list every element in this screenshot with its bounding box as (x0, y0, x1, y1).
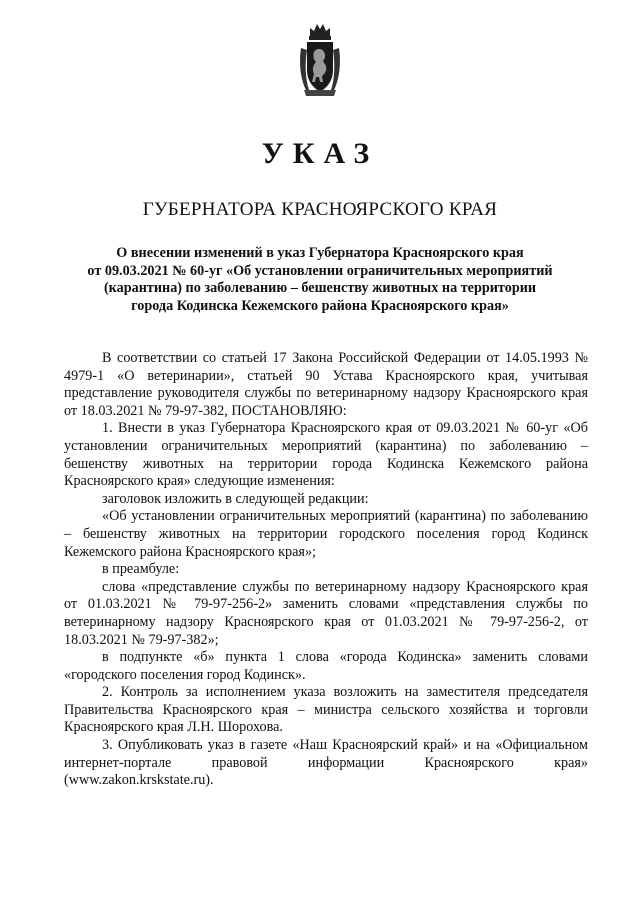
body-paragraph: В соответствии со статьей 17 Закона Российской Федерации от 14.05.1993 № 4979-1 «О ветеринарии», статьей 90 Устава Красноярского края, учитывая представление руководителя службы по ветеринарному надзору Красноярского края от 18.03.2021 № 79-97-382, ПОСТАНОВЛЯЮ: (64, 350, 588, 419)
heading-line: от 09.03.2021 № 60-уг «Об установлении ограничительных мероприятий (87, 262, 553, 279)
body-paragraph: заголовок изложить в следующей редакции: (102, 490, 369, 507)
body-paragraph: 3. Опубликовать указ в газете «Наш Красноярский край» и на «Официальном интернет-портале правовой информации Красноярского края» (www.zakon.krskstate.ru). (64, 737, 588, 789)
body-paragraph: в подпункте «б» пункта 1 слова «города Кодинска» заменить словами «городского поселения город Кодинск». (64, 649, 588, 683)
decree-title: УКАЗ (261, 137, 379, 170)
issuer-subtitle: ГУБЕРНАТОРА КРАСНОЯРСКОГО КРАЯ (142, 199, 498, 220)
body-paragraph: в преамбуле: (102, 561, 180, 578)
body-paragraph: слова «представление службы по ветеринарному надзору Красноярского края от 01.03.2021 № 79-97-256-2» заменить словами «представления службы по ветеринарному надзору Красноярского края от 01.03.2021 № 79-97-256-2, от 18.03.2021 № 79-97-382»; (64, 578, 588, 648)
decree-heading (60, 245, 580, 315)
decree-body (64, 350, 588, 790)
coat-of-arms-emblem (298, 22, 342, 100)
heading-line: О внесении изменений в указ Губернатора Красноярского края (116, 245, 524, 261)
body-paragraph: 1. Внести в указ Губернатора Красноярского края от 09.03.2021 № 60-уг «Об установлении ограничительных мероприятий (карантина) по заболеванию – бешенству животных на территории города Кодинска Кежемского района Красноярского края» следующие изменения: (64, 420, 588, 490)
heading-line: города Кодинска Кежемского района Красноярского края» (131, 297, 509, 314)
body-paragraph: 2. Контроль за исполнением указа возложить на заместителя председателя Правительства Красноярского края – министра сельского хозяйства и торговли Красноярского края Л.Н. Шорохова. (64, 684, 588, 736)
body-paragraph: «Об установлении ограничительных мероприятий (карантина) по заболеванию – бешенству животных на территории городского поселения город Кодинск Кежемского района Красноярского края»; (64, 508, 588, 560)
heading-line: (карантина) по заболеванию – бешенству животных на территории (103, 280, 537, 296)
